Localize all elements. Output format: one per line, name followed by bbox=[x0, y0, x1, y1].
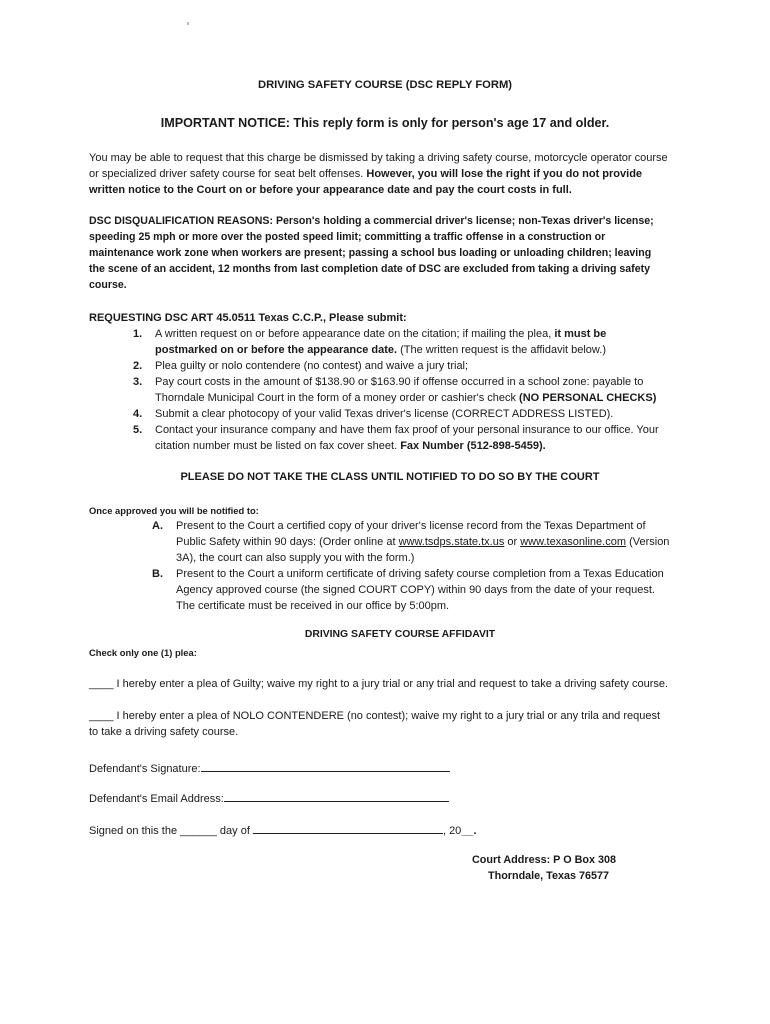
item-a-or: or bbox=[504, 536, 521, 548]
important-notice: IMPORTANT NOTICE: This reply form is only for person's age 17 and older. bbox=[160, 116, 610, 130]
step-bold: it must be postmarked on or before the appearance date. bbox=[155, 328, 607, 356]
plea-guilty-blank[interactable]: ____ bbox=[89, 678, 114, 690]
scan-speck bbox=[187, 22, 189, 25]
texasonline-link[interactable]: www.texasonline.com bbox=[520, 536, 627, 548]
day-blank[interactable]: ______ bbox=[180, 825, 217, 837]
step-tail: (The written request is the affidavit below.) bbox=[397, 344, 606, 356]
step-bold: (NO PERSONAL CHECKS) bbox=[519, 392, 657, 404]
plea-nolo-text: I hereby enter a plea of NOLO CONTENDERE (no contest); waive my right to a jury trial or any trila and request to take a driving safety course. bbox=[89, 710, 661, 738]
submission-steps bbox=[133, 326, 663, 454]
approved-heading: Once approved you will be notified to: bbox=[89, 505, 259, 516]
address-line-2: Thorndale, Texas 76577 bbox=[488, 870, 610, 882]
item-a-text-end: (Version 3A), the court can also supply you with the form.) bbox=[176, 536, 670, 564]
approved-item-b bbox=[152, 566, 672, 614]
signed-day-label: day of bbox=[219, 825, 250, 837]
approved-item-a bbox=[152, 518, 672, 566]
signed-date-row bbox=[89, 822, 477, 839]
step-text: Plea guilty or nolo contendere (no contest) and waive a jury trial; bbox=[155, 360, 469, 372]
signature-row bbox=[89, 760, 450, 777]
item-a-marker: A. bbox=[152, 520, 163, 532]
court-address bbox=[472, 852, 616, 884]
step-text: A written request on or before appearance date on the citation; if mailing the plea, bbox=[155, 328, 555, 340]
step-item bbox=[133, 422, 663, 454]
step-bold: Fax Number (512-898-5459). bbox=[400, 440, 546, 452]
class-warning: PLEASE DO NOT TAKE THE CLASS UNTIL NOTIFIED TO DO SO BY THE COURT bbox=[180, 471, 600, 483]
step-item bbox=[133, 374, 663, 406]
intro-bold-text: However, you will lose the right if you do not provide written notice to the Court on or before your appearance date and pay the court costs in full. bbox=[89, 168, 643, 196]
disqualification-reasons: DSC DISQUALIFICATION REASONS: Person's holding a commercial driver's license; non-Texas driver's license; speeding 25 mph or more over the posted speed limit; committing a traffic offense in a construction or maintenance work zone when workers are present; passing a school bus loading or unloading children; leaving the scene of an accident, 12 months from last completion date of DSC are excluded from taking a driving safety course. bbox=[89, 215, 654, 291]
plea-guilty-text: I hereby enter a plea of Guilty; waive my right to a jury trial or any trial and request to take a driving safety course. bbox=[116, 678, 669, 690]
step-item bbox=[133, 326, 663, 358]
plea-nolo bbox=[89, 708, 669, 740]
plea-guilty bbox=[89, 676, 669, 692]
signed-year-label: , 20 bbox=[442, 825, 462, 837]
email-line[interactable] bbox=[224, 790, 449, 802]
step-text: Submit a clear photocopy of your valid Texas driver's license (CORRECT ADDRESS LISTED). bbox=[155, 408, 614, 420]
step-number: 1. bbox=[133, 328, 143, 340]
step-item bbox=[133, 406, 663, 422]
email-row bbox=[89, 790, 449, 807]
signature-line[interactable] bbox=[201, 760, 450, 772]
step-number: 3. bbox=[133, 376, 143, 388]
step-number: 5. bbox=[133, 424, 143, 436]
month-line[interactable] bbox=[253, 822, 443, 834]
address-line-1: Court Address: P O Box 308 bbox=[472, 854, 616, 866]
tsdps-link[interactable]: www.tsdps.state.tx.us bbox=[398, 536, 505, 548]
form-title: DRIVING SAFETY COURSE (DSC REPLY FORM) bbox=[257, 79, 513, 91]
intro-text: You may be able to request that this charge be dismissed by taking a driving safety course, motorcycle operator course or specialized driver safety course for seat belt offenses. bbox=[89, 152, 668, 180]
email-label: Defendant's Email Address: bbox=[89, 793, 224, 805]
step-number: 4. bbox=[133, 408, 143, 420]
step-number: 2. bbox=[133, 360, 143, 372]
step-text: Pay court costs in the amount of $138.90 or $163.90 if offense occurred in a school zone: payable to Thorndale Municipal Court in the form of a money order or cashier's check bbox=[155, 376, 644, 404]
affidavit-title: DRIVING SAFETY COURSE AFFIDAVIT bbox=[304, 629, 496, 640]
step-text: Contact your insurance company and have them fax proof of your personal insurance to our office. Your citation number must be listed on fax cover sheet. bbox=[155, 424, 659, 452]
requesting-heading: REQUESTING DSC ART 45.0511 Texas C.C.P., Please submit: bbox=[89, 312, 407, 324]
signature-label: Defendant's Signature: bbox=[89, 763, 201, 775]
step-item bbox=[133, 358, 663, 374]
item-b-text: Present to the Court a uniform certificate of driving safety course completion from a Texas Education Agency approved course (the signed COURT COPY) within 90 days from the date of your request. The certificate must be received in our office by 5:00pm. bbox=[176, 568, 664, 612]
intro-paragraph bbox=[89, 150, 669, 198]
check-plea-label: Check only one (1) plea: bbox=[89, 647, 197, 658]
plea-nolo-blank[interactable]: ____ bbox=[89, 710, 114, 722]
signed-prefix: Signed on this the bbox=[89, 825, 178, 837]
year-blank[interactable]: __. bbox=[461, 825, 477, 837]
item-a-text: Present to the Court a certified copy of your driver's license record from the Texas Department of Public Safety within 90 days: (Order online at bbox=[176, 520, 646, 548]
item-b-marker: B. bbox=[152, 568, 163, 580]
